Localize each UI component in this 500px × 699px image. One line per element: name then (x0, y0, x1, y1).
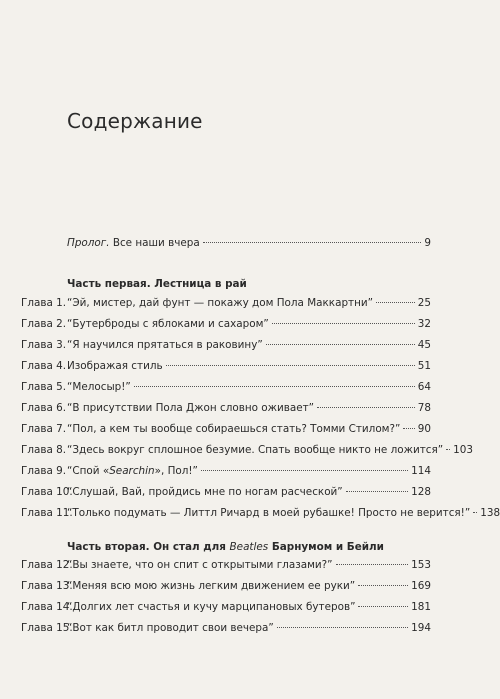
dot-leader (473, 512, 477, 513)
page-number: 153 (411, 559, 431, 571)
page-number: 45 (417, 339, 431, 351)
chapter-label: Глава 6. (21, 402, 67, 414)
chapter-label: Глава 10. (21, 486, 73, 498)
dot-leader (317, 407, 415, 408)
toc-entry (0, 400, 484, 416)
page-number: 103 (453, 444, 473, 456)
dot-leader (201, 470, 408, 471)
part-heading-pre: Часть вторая. Он стал для (67, 541, 230, 553)
toc-entry-name (67, 235, 203, 251)
chapter-label: Глава 7. (21, 423, 67, 435)
chapter-title (67, 463, 201, 479)
chapter-title: “Вот как битл проводит свои вечера” (67, 622, 274, 634)
part-heading (67, 539, 384, 555)
toc-entry (0, 316, 484, 332)
chapter-label: Глава 12. (21, 559, 73, 571)
page-number: 78 (417, 402, 431, 414)
chapter-title: “Здесь вокруг сплошное безумие. Спать вообще никто не ложится” (67, 444, 444, 456)
page-number: 64 (417, 381, 431, 393)
dot-leader (166, 365, 415, 366)
toc-entry (0, 379, 484, 395)
chapter-title: “Пол, а кем ты вообще собираешься стать? Томми Стилом?” (67, 423, 401, 435)
toc-entry (0, 557, 484, 573)
page-number: 114 (411, 465, 431, 477)
dot-leader (266, 344, 415, 345)
chapter-title: “В присутствии Пола Джон словно оживает” (67, 402, 315, 414)
prologue-name: Все наши вчера (112, 237, 200, 249)
chapter-title-post: », Пол!” (154, 465, 198, 477)
dot-leader (376, 302, 415, 303)
dot-leader (358, 606, 408, 607)
dot-leader (134, 386, 415, 387)
chapter-title: “Вы знаете, что он спит с открытыми глазами?” (67, 559, 333, 571)
dot-leader (346, 491, 408, 492)
chapter-label: Глава 5. (21, 381, 67, 393)
part-heading-emphasis: Beatles (229, 541, 269, 553)
page-number: 181 (411, 601, 431, 613)
toc-entry (0, 484, 484, 500)
page-number: 90 (417, 423, 431, 435)
toc-entry (0, 463, 484, 479)
page-number: 138 (480, 507, 500, 519)
chapter-title: “Меняя всю мою жизнь легким движением ее руки” (67, 580, 356, 592)
dot-leader (358, 585, 408, 586)
toc-entry (0, 505, 500, 521)
chapter-title: “Мелосыр!” (67, 381, 131, 393)
dot-leader (277, 627, 408, 628)
toc-entry (0, 337, 484, 353)
chapter-title: “Я научился прятаться в раковину” (67, 339, 263, 351)
toc-entry-line (67, 235, 431, 251)
chapter-label: Глава 4. (21, 360, 67, 372)
chapter-title: “Эй, мистер, дай фунт — покажу дом Пола Маккартни” (67, 297, 374, 309)
chapter-title: “Бутерброды с яблоками и сахаром” (67, 318, 269, 330)
part-heading: Часть первая. Лестница в рай (67, 278, 247, 290)
chapter-title: Изображая стиль (67, 360, 163, 372)
chapter-label: Глава 11. (21, 507, 73, 519)
toc-entry (0, 620, 484, 636)
dot-leader (336, 564, 409, 565)
toc-entry (0, 421, 484, 437)
dot-leader (403, 428, 414, 429)
chapter-title: “Только подумать — Литтл Ричард в моей рубашке! Просто не верится!” (67, 507, 471, 519)
chapter-label: Глава 8. (21, 444, 67, 456)
page-number: 25 (417, 297, 431, 309)
part-heading-post: Барнумом и Бейли (268, 541, 384, 553)
chapter-label: Глава 13. (21, 580, 73, 592)
toc-entry (0, 578, 484, 594)
chapter-title: “Слушай, Вай, пройдись мне по ногам расческой” (67, 486, 343, 498)
page-number: 51 (417, 360, 431, 372)
toc-entry (0, 442, 484, 458)
page-title: Содержание (67, 109, 203, 133)
toc-entry (0, 295, 484, 311)
chapter-label: Глава 3. (21, 339, 67, 351)
chapter-label: Глава 14. (21, 601, 73, 613)
page-number: 9 (424, 237, 431, 249)
toc-entry-prologue (0, 235, 484, 251)
toc-entry (0, 358, 484, 374)
page-number: 194 (411, 622, 431, 634)
prologue-label: Пролог. (67, 237, 110, 249)
dot-leader (203, 242, 422, 243)
toc-entry (0, 599, 484, 615)
page-number: 32 (417, 318, 431, 330)
chapter-label: Глава 15. (21, 622, 73, 634)
chapter-label: Глава 1. (21, 297, 67, 309)
chapter-title: “Долгих лет счастья и кучу марципановых бутеров” (67, 601, 356, 613)
chapter-label: Глава 9. (21, 465, 67, 477)
page-number: 128 (411, 486, 431, 498)
chapter-title-emphasis: Searchin (109, 465, 155, 477)
dot-leader (446, 449, 450, 450)
page-number: 169 (411, 580, 431, 592)
chapter-label: Глава 2. (21, 318, 67, 330)
dot-leader (272, 323, 415, 324)
chapter-title-pre: “Спой « (67, 465, 110, 477)
